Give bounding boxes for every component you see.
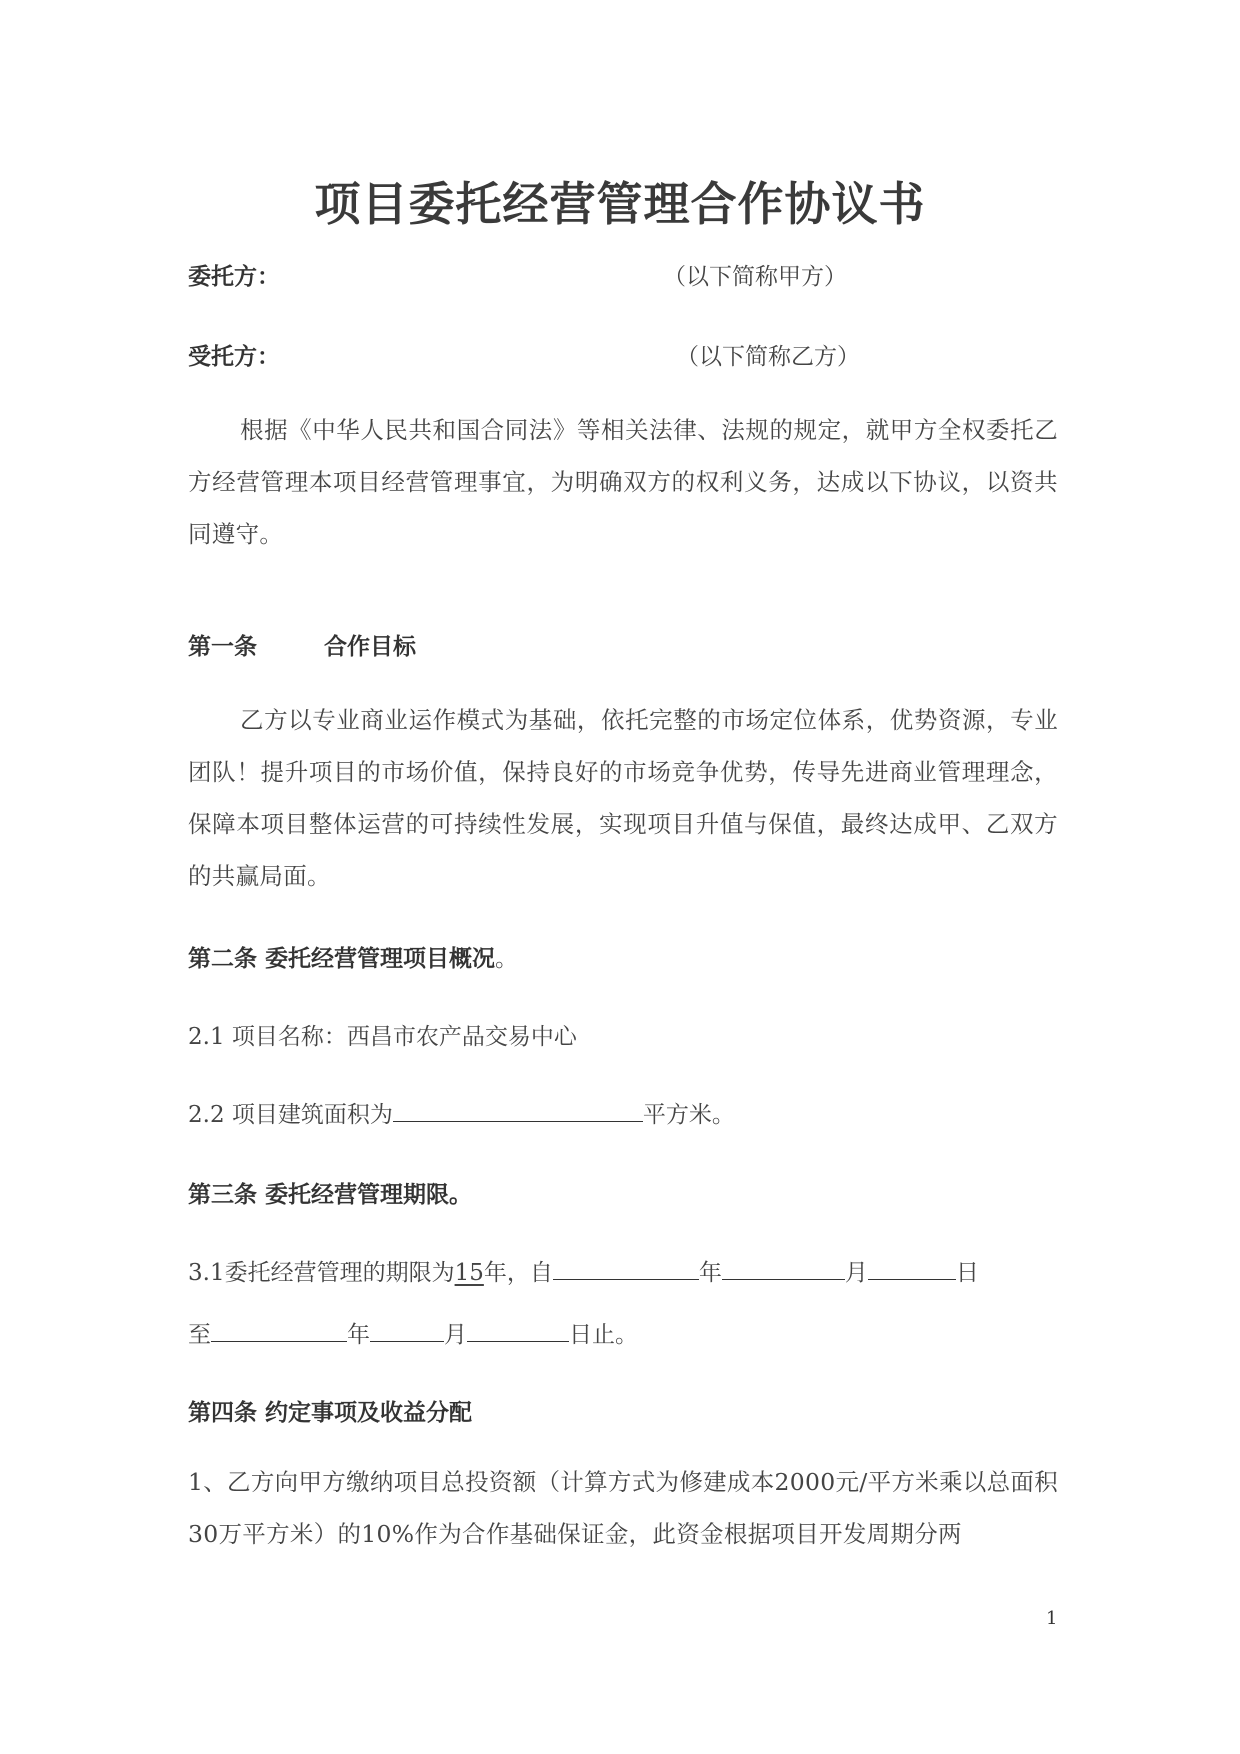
start-day-blank xyxy=(868,1255,956,1280)
article1-title: 合作目标 xyxy=(324,634,416,660)
article2-item2-suffix: 平方米。 xyxy=(642,1102,735,1128)
end-prefix: 至 xyxy=(188,1322,211,1348)
end-month-blank xyxy=(370,1317,444,1342)
article4-item1: 1、乙方向甲方缴纳项目总投资额（计算方式为修建成本2000元/平方米乘以总面积30万平方米）的10%作为合作基础保证金，此资金根据项目开发周期分两 xyxy=(188,1468,1058,1548)
article2-item2 xyxy=(188,1096,735,1129)
area-blank xyxy=(393,1097,643,1122)
end-month-char: 月 xyxy=(444,1322,467,1348)
article2-heading: 第二条 委托经营管理项目概况 xyxy=(188,946,496,972)
article1-body: 乙方以专业商业运作模式为基础，依托完整的市场定位体系，优势资源，专业团队！提升项目的市场价值，保持良好的市场竞争优势，传导先进商业管理理念，保障本项目整体运营的可持续性发展，实现项目升值与保值，最终达成甲、乙双方的共赢局面。 xyxy=(188,706,1058,890)
article3-line2 xyxy=(188,1316,638,1349)
start-year-char: 年 xyxy=(698,1260,722,1286)
end-suffix: 日止。 xyxy=(569,1322,638,1348)
article3-heading: 第三条 委托经营管理期限。 xyxy=(188,1182,473,1208)
article2-heading-tail: 。 xyxy=(495,946,519,972)
end-year-blank xyxy=(211,1317,347,1342)
document-title: 项目委托经营管理合作协议书 xyxy=(314,177,926,231)
start-month-char: 月 xyxy=(844,1260,868,1286)
end-day-blank xyxy=(467,1317,569,1342)
trustee-note: （以下简称乙方） xyxy=(676,344,860,370)
start-year-blank xyxy=(553,1255,699,1280)
entrustor-label: 委托方： xyxy=(188,264,280,290)
page-number: 1 xyxy=(1046,1608,1058,1629)
end-year-char: 年 xyxy=(347,1322,370,1348)
article1-number: 第一条 xyxy=(188,634,257,660)
term-years: 15 xyxy=(454,1260,484,1286)
article2-item2-prefix: 2.2 项目建筑面积为 xyxy=(188,1102,393,1128)
article4-heading: 第四条 约定事项及收益分配 xyxy=(188,1400,473,1426)
term-years-unit: 年，自 xyxy=(483,1260,553,1286)
start-day-char: 日 xyxy=(955,1260,979,1286)
entrustor-note: （以下简称甲方） xyxy=(663,264,847,290)
article2-heading-line xyxy=(188,940,518,973)
term-prefix: 3.1委托经营管理的期限为 xyxy=(188,1260,455,1286)
article2-item1: 2.1 项目名称：西昌市农产品交易中心 xyxy=(188,1024,577,1050)
article3-line1 xyxy=(188,1254,979,1287)
preamble-paragraph: 根据《中华人民共和国合同法》等相关法律、法规的规定，就甲方全权委托乙方经营管理本项目经营管理事宜，为明确双方的权利义务，达成以下协议，以资共同遵守。 xyxy=(188,416,1058,548)
trustee-label: 受托方： xyxy=(188,344,280,370)
start-month-blank xyxy=(722,1255,845,1280)
